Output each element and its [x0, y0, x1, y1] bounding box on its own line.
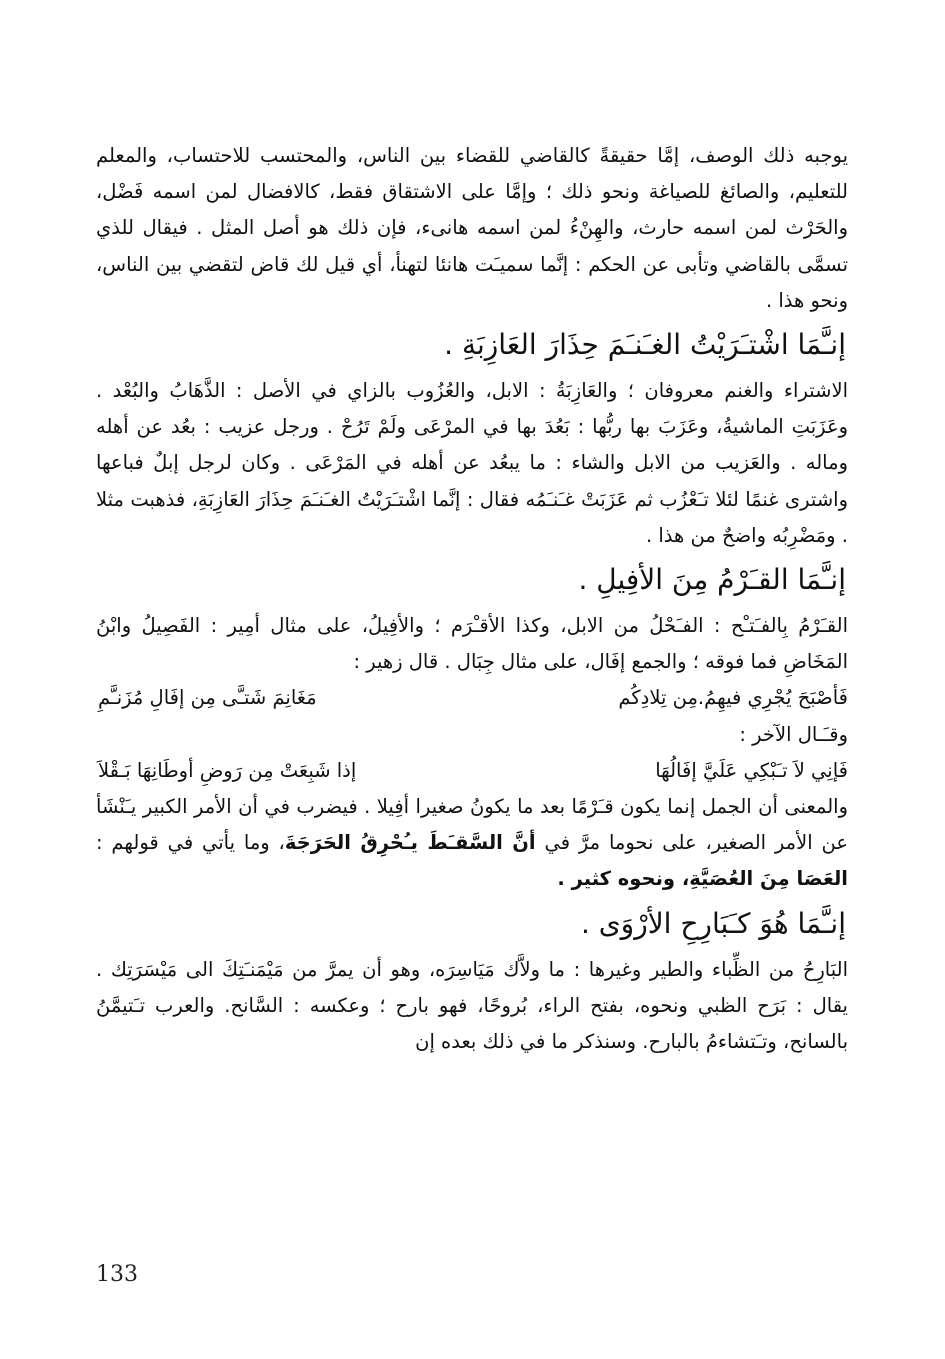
paragraph-3-bold-proverb: أنَّ السَّقـَطَ يـُحْرِقُ الحَرَجَةَ: [284, 831, 536, 855]
proverb-heading-1: إنـَّمَا اشْتـَرَيْتُ الغـَنـَمَ حِذَارَ العَازِبَةِ .: [444, 328, 846, 362]
page-body: [96, 138, 848, 1060]
proverb-heading-3: إنـَّمَا هُوَ كـَبَارِحِ الأرْوَى .: [580, 906, 846, 940]
page-number: 133: [96, 1262, 138, 1287]
verse-2-second-hemistich: إذا شَبِعَتْ مِن رَوضِ أوطَانِهَا بَـقْلاَ: [98, 758, 357, 782]
verse-1-second-hemistich: مَغَانِمَ شَتـَّى مِن إفَالِ مُزَنـَّمِ: [98, 686, 317, 710]
paragraph-2: القـَرْمُ بِالفـَتـْح : الفـَحْلُ من الابل، وكذا الأقـْرَم ؛ والأفِيلُ، على مثال أمِير : الفَصِيلُ وابْنُ المَخَاضِ فما فوقه ؛ والجمع إفَال، على مثال جِبَال . قال زهير :: [96, 614, 848, 674]
intro-paragraph: يوجبه ذلك الوصف، إمَّا حقيقةً كالقاضي للقضاء بين الناس، والمحتسب للاحتساب، والمعلم للتعليم، والصائغ للصياغة ونحو ذلك ؛ وإمَّا على الاشتقاق فقط، كالافضال لمن اسمه فَضْل، والحَرْث لمن اسمه حارث، والهِنْءُ لمن اسمه هانىء، فإن ذلك هو أصل المثل . فيقال للذي تسمَّى بالقاضي وتأبى عن الحكم : إنَّما سميـَت هانئا لتهنأ، أي قيل لك قاض لتقضي بين الناس، ونحو هذا .: [96, 144, 848, 312]
paragraph-3: [96, 789, 848, 898]
poet-intro: وقـَـال الآخر :: [739, 722, 848, 746]
paragraph-4: البَارِحُ من الظِّباء والطير وغيرها : ما ولاَّك مَيَاسِرَه، وهو أن يمرَّ من مَيْمَنـَتِكَ الى مَيْسَرَتِك . يقال : بَرَح الظبي ونحوه، بفتح الراء، بُروحًا، فهو بارح ؛ وعكسه : السَّانح. والعرب تـَتيمَّنُ بالسانح، وتـَتشاءمُ بالبارح. وسنذكر ما في ذلك بعده إن: [96, 957, 848, 1054]
paragraph-3-bold-saying: العَصَا مِنَ العُصَيَّةِ، ونحوه كثير .: [557, 867, 848, 891]
paragraph-3-middle: ، وما يأتي في قولهم :: [96, 831, 285, 855]
paragraph-1: الاشتراء والغنم معروفان ؛ والعَازِبَةُ : الابل، والعُزُوب بالزاي في الأصل : الذَّهَابُ والبُعْد . وعَزَبَتِ الماشيةُ، وعَزَبَ بها ربُّها : بَعُدَ بها في المرْعَى ولَمْ تَرُحْ . ورجل عزيب : بعُد عن أهله وماله . والعَزيب من الابل والشاء : ما يبعُد عن أهله في المَرْعَى . وكان لرجل إبلٌ فباعها واشترى غنمًا لئلا تـَعْزُب ثم عَزَبَتْ غـَنـَمُه فقال : إنَّما اشْتـَرَيْتُ الغـَنـَمَ حِذَارَ العَازِبَةِ، فذهبت مثلا . ومَضْرِبُه واضحٌ من هذا .: [96, 379, 848, 547]
verse-1-first-hemistich: فَأصْبَحَ يُجْرِي فيهِمُ.مِن تِلادِكُم: [618, 686, 848, 710]
paragraph-3-start: والمعنى أن الجمل إنما يكون قـَرْمًا بعد ما يكونُ صغيرا أفِيلا . فيضرب في أن الأمر الكبير يـَنْشَأ عن الأمر الصغير، على نحوما مرَّ في: [96, 795, 848, 855]
verse-2-first-hemistich: فَإنِي لاَ تـَبْكِي عَلَيَّ إفَالُهَا: [655, 758, 848, 782]
verse-1: [96, 680, 848, 716]
proverb-heading-2: إنـَّمَا القـَرْمُ مِنَ الأفِيلِ .: [578, 563, 846, 597]
verse-2: [96, 753, 848, 789]
